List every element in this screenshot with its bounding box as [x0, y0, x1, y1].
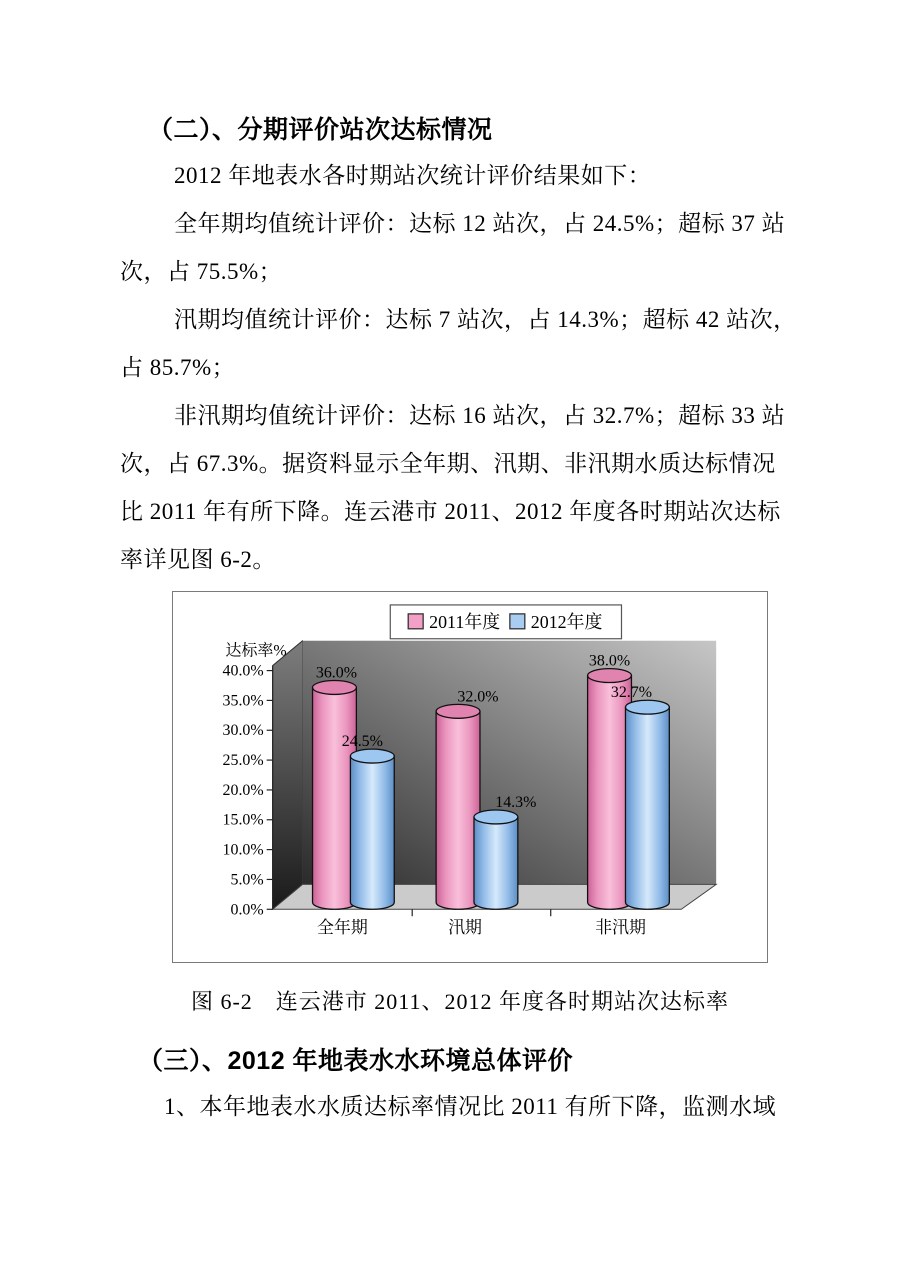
bar-2012-2-body	[625, 707, 669, 909]
y-tick-label: 20.0%	[222, 781, 264, 799]
body-line: 次，占 67.3%。据资料显示全年期、汛期、非汛期水质达标情况	[120, 451, 776, 476]
figure-caption: 图 6-2 连云港市 2011、2012 年度各时期站次达标率	[190, 989, 729, 1014]
body-line: 率详见图 6-2。	[120, 547, 276, 572]
body-line: 比 2011 年有所下降。连云港市 2011、2012 年度各时期站次达标	[120, 499, 781, 524]
data-label-2012: 32.7%	[610, 684, 653, 702]
y-tick-label: 25.0%	[222, 752, 264, 770]
y-tick-label: 30.0%	[222, 722, 264, 740]
body-line: 全年期均值统计评价：达标 12 站次，占 24.5%；超标 37 站	[174, 211, 786, 236]
y-tick-label: 35.0%	[222, 692, 264, 710]
y-tick-label: 10.0%	[222, 841, 264, 859]
legend-swatch-2011	[408, 614, 423, 629]
body-line: 2012 年地表水各时期站次统计评价结果如下：	[174, 163, 652, 188]
bar-2012-0-top	[350, 749, 394, 763]
figure-6-2-chart	[173, 592, 767, 962]
bar-2011-1-top	[436, 704, 480, 718]
bar-2012-0-body	[350, 756, 394, 909]
body-line: 1、本年地表水水质达标率情况比 2011 有所下降，监测水域	[164, 1094, 777, 1119]
bar-2012-1-top	[474, 810, 518, 824]
figure-6-2-chart-container	[172, 591, 768, 963]
body-line: 次，占 75.5%；	[120, 259, 283, 284]
legend-label-2011: 2011年度	[429, 611, 501, 632]
x-category-label: 汛期	[448, 918, 482, 938]
data-label-2011: 38.0%	[588, 652, 631, 670]
data-label-2012: 24.5%	[341, 733, 383, 751]
body-line: 非汛期均值统计评价：达标 16 站次，占 32.7%；超标 33 站	[174, 403, 786, 428]
bar-2012-2-top	[625, 700, 669, 714]
x-category-label: 全年期	[317, 918, 368, 938]
y-tick-label: 5.0%	[230, 871, 264, 889]
section-heading-2: （二）、分期评价站次达标情况	[148, 116, 493, 144]
bar-2011-2-top	[588, 669, 632, 683]
section-heading-3: （三）、2012 年地表水水环境总体评价	[138, 1047, 574, 1075]
legend-label-2012: 2012年度	[530, 611, 603, 632]
body-line: 占 85.7%；	[120, 355, 236, 380]
plot-left-wall	[273, 641, 303, 910]
y-tick-label: 0.0%	[230, 901, 264, 919]
bar-2012-1-body	[474, 817, 518, 909]
legend-swatch-2012	[510, 614, 525, 629]
body-line: 汛期均值统计评价：达标 7 站次，占 14.3%；超标 42 站次，	[174, 307, 797, 332]
y-axis-title: 达标率%	[225, 642, 287, 660]
data-label-2011: 32.0%	[457, 688, 499, 706]
x-category-label: 非汛期	[595, 918, 646, 938]
y-tick-label: 40.0%	[222, 662, 264, 680]
bar-2011-0-top	[313, 681, 357, 695]
data-label-2011: 36.0%	[315, 664, 358, 682]
data-label-2012: 14.3%	[495, 794, 537, 812]
y-tick-label: 15.0%	[222, 811, 264, 829]
